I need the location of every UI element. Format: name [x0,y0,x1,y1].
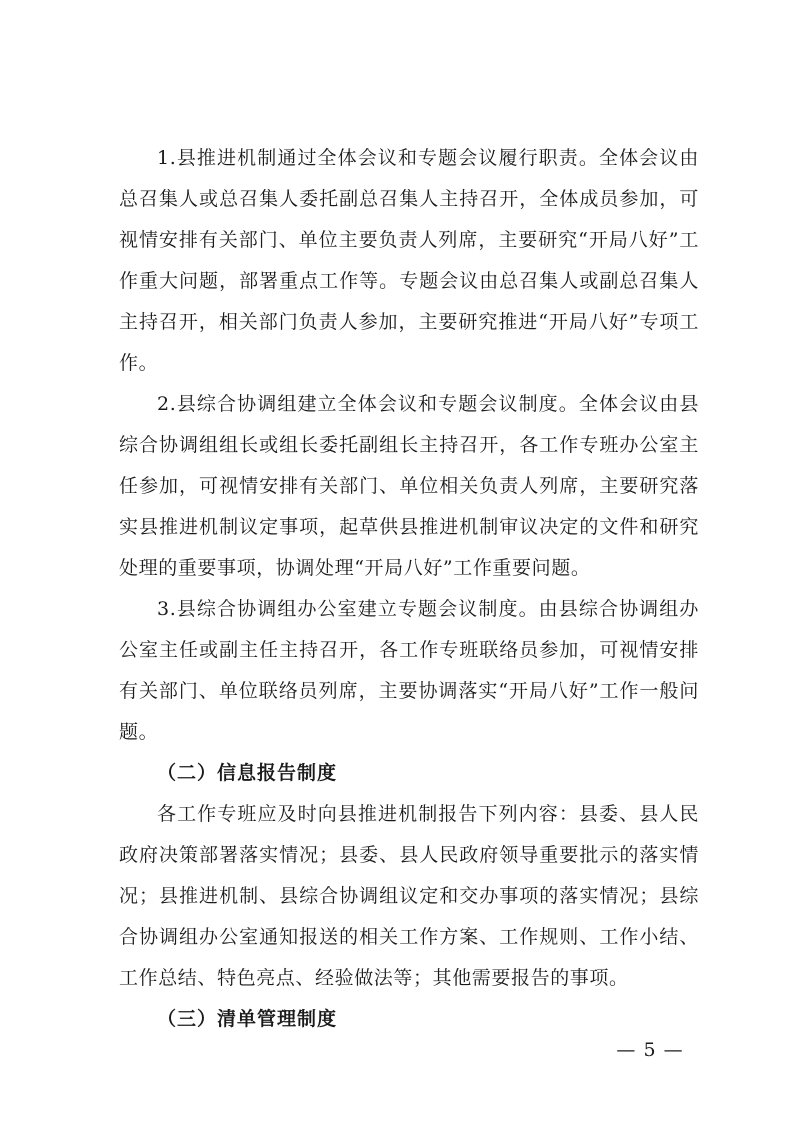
paragraph-3: 3.县综合协调组办公室建立专题会议制度。由县综合协调组办公室主任或副主任主持召开，各工作专班联络员参加，可视情安排有关部门、单位联络员列席，主要协调落实“开局八好”工作一般问题。 [119,598,699,743]
section-heading-info-report: （二）信息报告制度 [157,762,338,784]
page-number: — 5 — [616,1039,684,1061]
paragraph-2: 2.县综合协调组建立全体会议和专题会议制度。全体会议由县综合协调组组长或组长委托副组长主持召开，各工作专班办公室主任参加，可视情安排有关部门、单位相关负责人列席，主要研究落实县推进机制议定事项，起草供县推进机制审议决定的文件和研究处理的重要事项，协调处理“开局八好”工作重要问题。 [119,393,699,579]
paragraph-info-report: 各工作专班应及时向县推进机制报告下列内容：县委、县人民政府决策部署落实情况；县委、县人民政府领导重要批示的落实情况；县推进机制、县综合协调组议定和交办事项的落实情况；县综合协调组办公室通知报送的相关工作方案、工作规则、工作小结、工作总结、特色亮点、经验做法等；其他需要报告的事项。 [119,803,699,989]
document-body [119,138,699,1040]
section-heading-list-management: （三）清单管理制度 [157,1008,338,1030]
paragraph-1: 1.县推进机制通过全体会议和专题会议履行职责。全体会议由总召集人或总召集人委托副总召集人主持召开，全体成员参加，可视情安排有关部门、单位主要负责人列席，主要研究“开局八好”工作重大问题，部署重点工作等。专题会议由总召集人或副总召集人主持召开，相关部门负责人参加，主要研究推进“开局八好”专项工作。 [119,147,699,374]
